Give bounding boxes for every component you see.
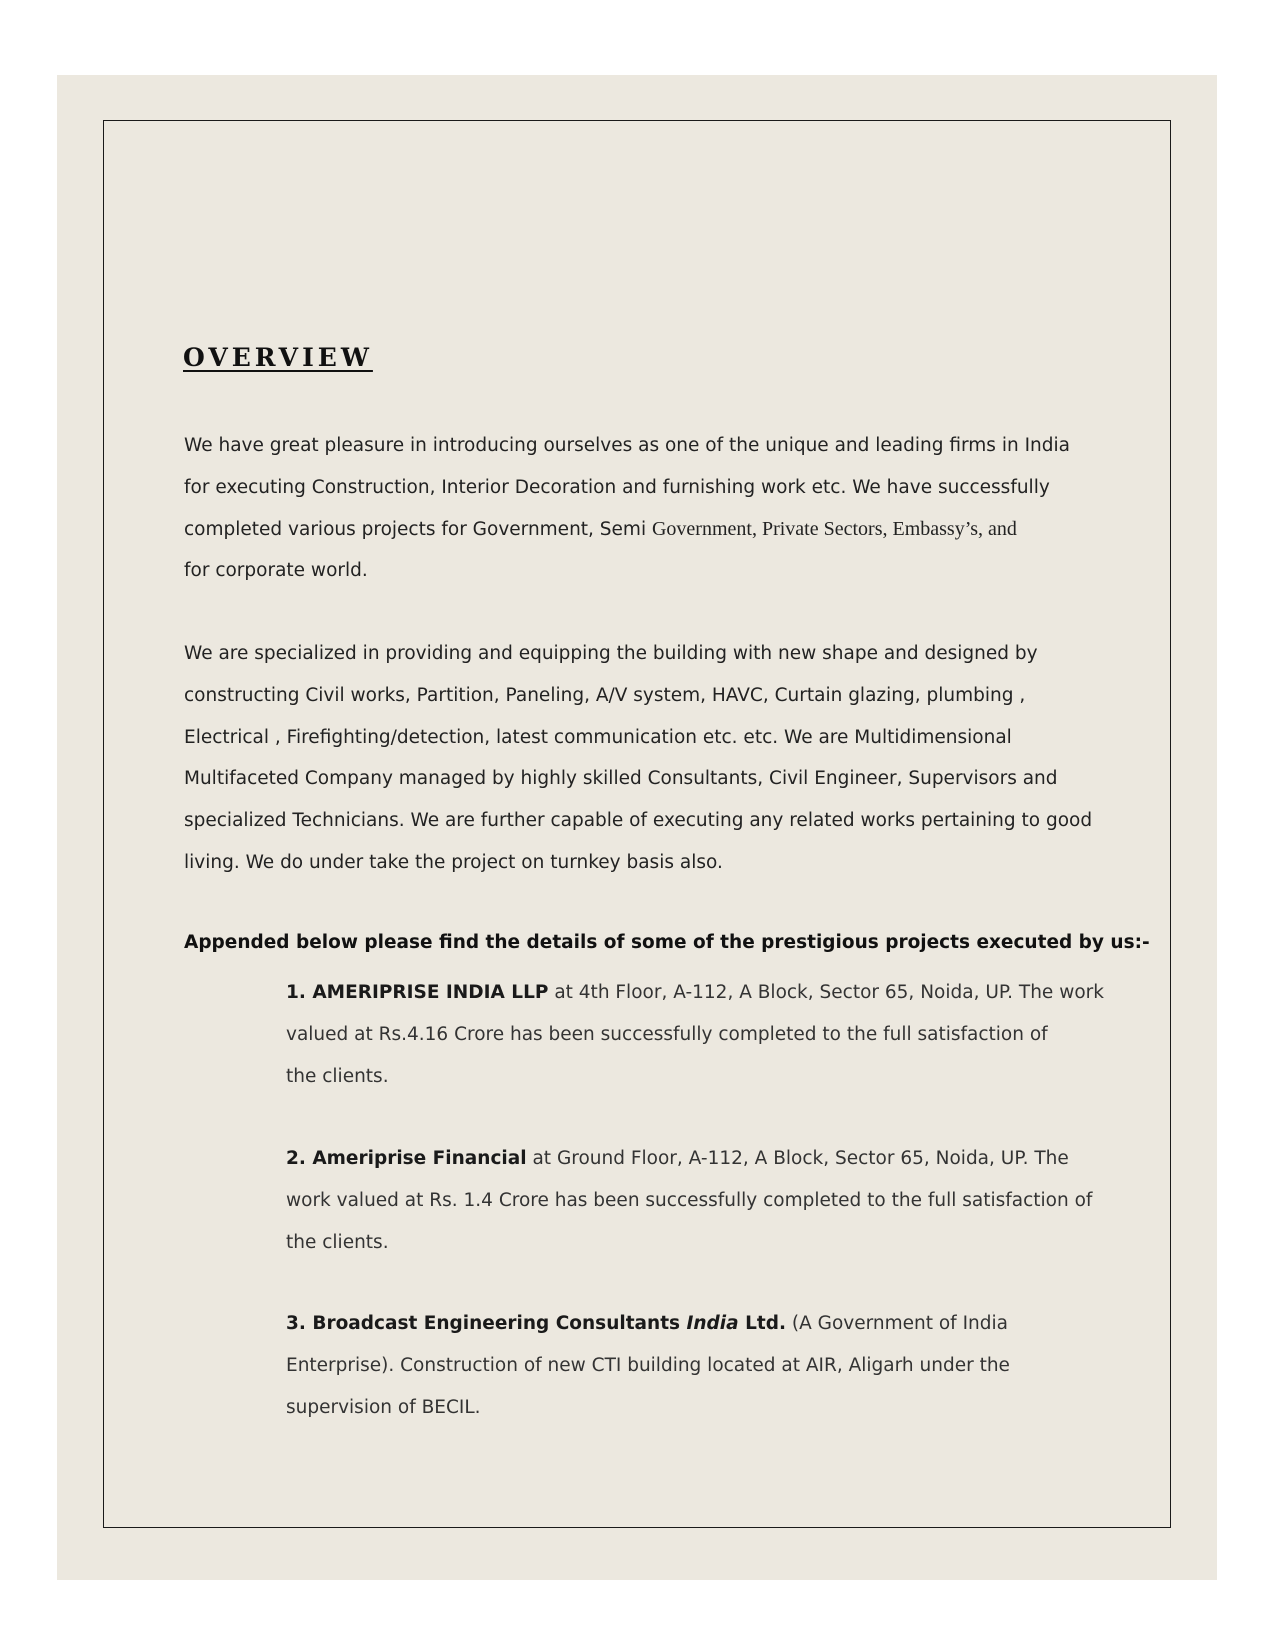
intro-line-segment-serif: Government, Private Sectors, Embassy’s, and xyxy=(651,517,1017,540)
project-name-part: 3. Broadcast Engineering Consultants xyxy=(286,1313,687,1334)
intro-line xyxy=(184,509,1070,551)
project-line xyxy=(286,1138,1092,1180)
project-item xyxy=(286,1138,1092,1263)
project-name-italic: India xyxy=(686,1313,739,1334)
project-line xyxy=(286,1303,1010,1345)
project-detail: at Ground Floor, A-112, A Block, Sector 65, Noida, UP. The xyxy=(526,1148,1069,1169)
specialization-line: constructing Civil works, Partition, Paneling, A/V system, HAVC, Curtain glazing, plumbing , xyxy=(184,684,1026,706)
intro-line-segment: completed various projects for Government, Semi xyxy=(184,518,652,540)
project-line: the clients. xyxy=(286,1065,389,1087)
intro-line: for executing Construction, Interior Decoration and furnishing work etc. We have successfully xyxy=(184,476,1050,498)
intro-line: We have great pleasure in introducing ourselves as one of the unique and leading firms in India xyxy=(184,435,1070,456)
specialization-line: living. We do under take the project on turnkey basis also. xyxy=(184,851,723,873)
specialization-line: Electrical , Firefighting/detection, latest communication etc. etc. We are Multidimensional xyxy=(184,726,1012,748)
project-name: 2. Ameriprise Financial xyxy=(286,1148,527,1169)
project-line: Enterprise). Construction of new CTI building located at AIR, Aligarh under the xyxy=(286,1354,1010,1376)
intro-line: for corporate world. xyxy=(184,560,368,582)
overview-heading: OVERVIEW xyxy=(183,343,373,372)
project-name-part: Ltd. xyxy=(738,1313,786,1334)
appended-heading: Appended below please find the details of some of the prestigious projects executed by us:- xyxy=(184,932,1150,953)
project-line: work valued at Rs. 1.4 Crore has been successfully completed to the full satisfaction of xyxy=(286,1189,1093,1211)
project-detail: (A Government of India xyxy=(785,1313,1008,1334)
specialization-line: Multifaceted Company managed by highly skilled Consultants, Civil Engineer, Supervisors and xyxy=(184,768,1058,790)
intro-paragraph xyxy=(184,425,1070,592)
project-item xyxy=(286,1303,1010,1428)
project-line: the clients. xyxy=(286,1231,389,1253)
specialization-paragraph xyxy=(184,633,1092,884)
project-item xyxy=(286,972,1104,1097)
project-line xyxy=(286,972,1104,1014)
project-detail: at 4th Floor, A-112, A Block, Sector 65, Noida, UP. The work xyxy=(548,982,1104,1003)
project-line: supervision of BECIL. xyxy=(286,1396,481,1418)
specialization-line: specialized Technicians. We are further capable of executing any related works pertaining to good xyxy=(184,810,1093,832)
project-name xyxy=(286,1313,786,1334)
project-line: valued at Rs.4.16 Crore has been successfully completed to the full satisfaction of xyxy=(286,1023,1048,1045)
specialization-line: We are specialized in providing and equipping the building with new shape and designed by xyxy=(184,643,1038,664)
project-name: 1. AMERIPRISE INDIA LLP xyxy=(286,982,549,1003)
